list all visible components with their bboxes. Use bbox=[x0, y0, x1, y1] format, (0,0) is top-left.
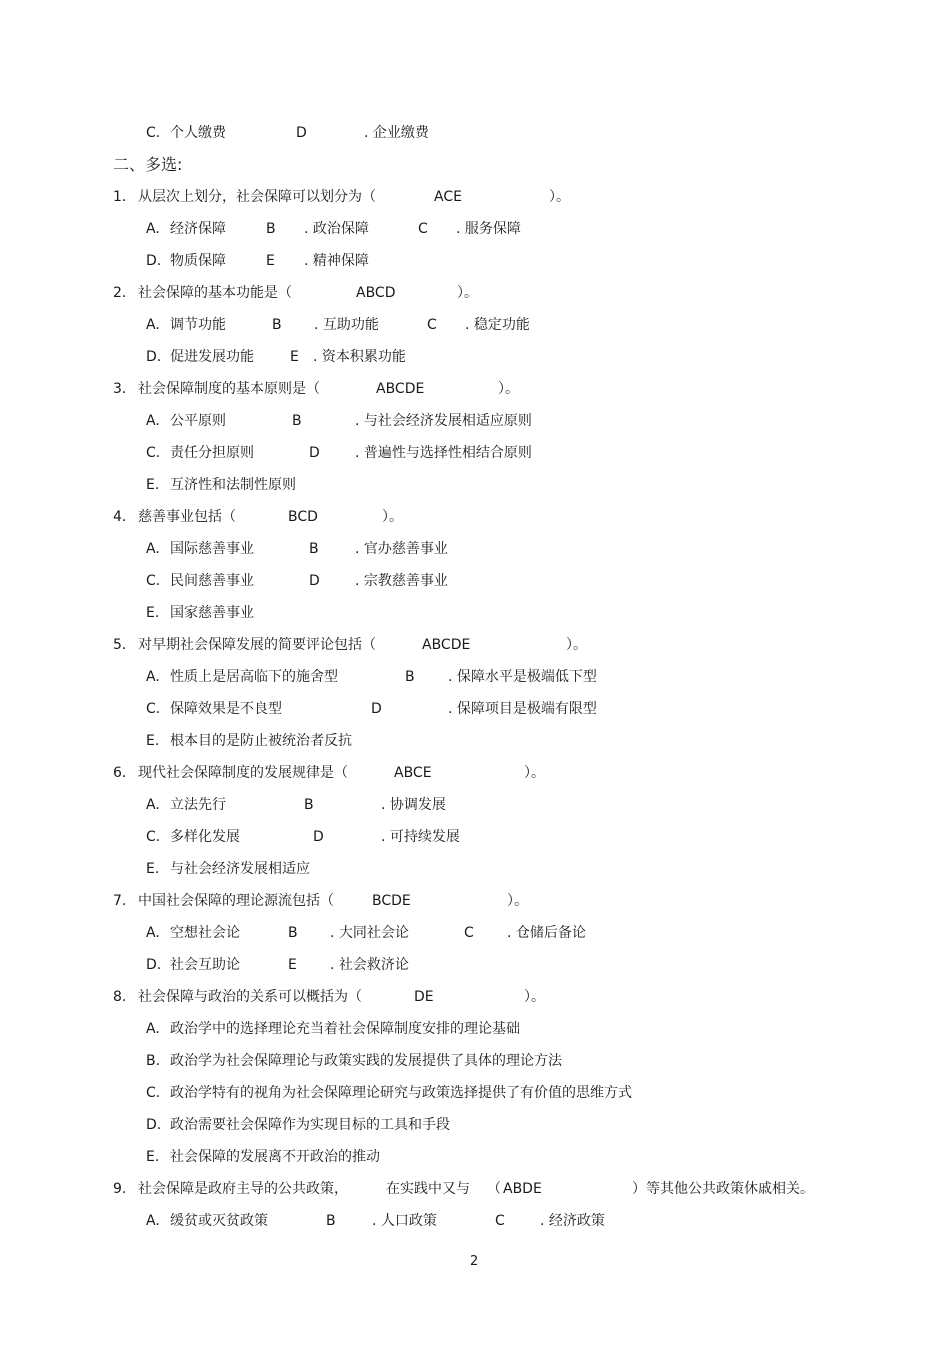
question-close: ）。 bbox=[524, 989, 545, 1005]
option-text: 根本目的是防止被统治者反抗 bbox=[170, 733, 352, 749]
answer: BCDE bbox=[372, 893, 411, 909]
page-number: 2 bbox=[470, 1254, 479, 1269]
option-letter: A. bbox=[146, 413, 160, 429]
option-letter: A. bbox=[146, 221, 160, 237]
option-letter: D bbox=[313, 829, 324, 845]
option-text: 政治学特有的视角为社会保障理论研究与政策选择提供了有价值的思维方式 bbox=[170, 1085, 632, 1101]
question-number: 5． bbox=[113, 637, 136, 653]
option-letter: E. bbox=[146, 861, 160, 877]
option-letter: A. bbox=[146, 669, 160, 685]
question-text: 现代社会保障制度的发展规律是（ bbox=[138, 765, 348, 781]
answer: ABCD bbox=[356, 285, 396, 301]
option-letter: E bbox=[266, 253, 275, 269]
option-text: 民间慈善事业 bbox=[170, 573, 254, 589]
option-letter: D bbox=[309, 573, 320, 589]
question-close: ）等其他公共政策休戚相关。 bbox=[632, 1181, 814, 1197]
option-letter: D bbox=[309, 445, 320, 461]
option-text: 空想社会论 bbox=[170, 925, 240, 941]
option-text: . 互助功能 bbox=[314, 317, 379, 333]
option-letter: B bbox=[272, 317, 282, 333]
option-text: . 经济政策 bbox=[540, 1213, 605, 1229]
question-text: 社会保障制度的基本原则是（ bbox=[138, 381, 320, 397]
option-letter: B bbox=[292, 413, 302, 429]
answer: ABCDE bbox=[376, 381, 425, 397]
option-text: 性质上是居高临下的施舍型 bbox=[170, 669, 338, 685]
option-letter: A. bbox=[146, 925, 160, 941]
question-text: 慈善事业包括（ bbox=[138, 509, 236, 525]
option-letter: D. bbox=[146, 349, 162, 365]
option-letter: C. bbox=[146, 125, 161, 141]
question-number: 1． bbox=[113, 189, 136, 205]
question-text: 在实践中又与 bbox=[386, 1181, 470, 1197]
option-letter: E. bbox=[146, 733, 160, 749]
option-text: . 服务保障 bbox=[456, 221, 521, 237]
option-text: . 保障水平是极端低下型 bbox=[448, 669, 597, 685]
section-title-text: 二、多选: bbox=[113, 155, 183, 174]
option-text: . 大同社会论 bbox=[330, 925, 409, 941]
option-text: 多样化发展 bbox=[170, 829, 240, 845]
question-close: ）。 bbox=[498, 381, 519, 397]
option-text: 缓贫或灭贫政策 bbox=[170, 1213, 268, 1229]
question-close: ）。 bbox=[549, 189, 570, 205]
question-number: 4． bbox=[113, 509, 136, 525]
option-letter: B bbox=[304, 797, 314, 813]
option-letter: C bbox=[427, 317, 437, 333]
option-text: . 人口政策 bbox=[372, 1213, 437, 1229]
option-text: 立法先行 bbox=[170, 797, 226, 813]
option-letter: A. bbox=[146, 797, 160, 813]
option-text: . 资本积累功能 bbox=[313, 349, 406, 365]
option-text: 公平原则 bbox=[170, 413, 226, 429]
question-text: 中国社会保障的理论源流包括（ bbox=[138, 893, 334, 909]
option-text: . 精神保障 bbox=[304, 253, 369, 269]
option-text: 社会保障的发展离不开政治的推动 bbox=[170, 1149, 380, 1165]
option-text: . 宗教慈善事业 bbox=[355, 573, 448, 589]
option-text: 经济保障 bbox=[170, 221, 226, 237]
option-letter: A. bbox=[146, 317, 160, 333]
answer: ABDE bbox=[503, 1181, 542, 1197]
question-number: 8. bbox=[113, 989, 127, 1005]
question-close: ）。 bbox=[524, 765, 545, 781]
option-letter: B bbox=[405, 669, 415, 685]
option-text: 国际慈善事业 bbox=[170, 541, 254, 557]
option-letter: B bbox=[326, 1213, 336, 1229]
option-text: 国家慈善事业 bbox=[170, 605, 254, 621]
question-text: 社会保障与政治的关系可以概括为（ bbox=[138, 989, 362, 1005]
option-letter: D bbox=[371, 701, 382, 717]
question-close: ）。 bbox=[507, 893, 528, 909]
question-close: ）。 bbox=[566, 637, 587, 653]
option-text: 政治需要社会保障作为实现目标的工具和手段 bbox=[170, 1117, 450, 1133]
question-close: ）。 bbox=[457, 285, 478, 301]
option-text: 社会互助论 bbox=[170, 957, 240, 973]
question-number: 7. bbox=[113, 893, 127, 909]
option-text: . 企业缴费 bbox=[364, 125, 429, 141]
question-open: （ bbox=[487, 1181, 501, 1197]
option-letter: A. bbox=[146, 1021, 160, 1037]
option-letter: C. bbox=[146, 701, 161, 717]
option-text: . 政治保障 bbox=[304, 221, 369, 237]
option-text: 与社会经济发展相适应 bbox=[170, 861, 310, 877]
question-text: 社会保障的基本功能是（ bbox=[138, 285, 292, 301]
option-text: . 仓储后备论 bbox=[507, 925, 586, 941]
option-letter: D bbox=[296, 125, 307, 141]
option-text: . 与社会经济发展相适应原则 bbox=[355, 413, 532, 429]
option-text: . 稳定功能 bbox=[465, 317, 530, 333]
option-text: . 官办慈善事业 bbox=[355, 541, 448, 557]
option-text: 调节功能 bbox=[170, 317, 226, 333]
option-letter: E bbox=[288, 957, 297, 973]
option-text: . 社会救济论 bbox=[330, 957, 409, 973]
question-text: 社会保障是政府主导的公共政策， bbox=[138, 1181, 348, 1197]
question-text: 从层次上划分，社会保障可以划分为（ bbox=[138, 189, 376, 205]
option-letter: E. bbox=[146, 477, 160, 493]
option-letter: C bbox=[418, 221, 428, 237]
option-text: 个人缴费 bbox=[170, 125, 226, 141]
option-letter: D. bbox=[146, 1117, 162, 1133]
option-letter: D. bbox=[146, 957, 162, 973]
option-letter: C. bbox=[146, 445, 161, 461]
option-text: 促进发展功能 bbox=[170, 349, 254, 365]
question-close: ）。 bbox=[382, 509, 403, 525]
option-text: 政治学中的选择理论充当着社会保障制度安排的理论基础 bbox=[170, 1021, 520, 1037]
option-letter: C bbox=[495, 1213, 505, 1229]
option-text: . 普遍性与选择性相结合原则 bbox=[355, 445, 532, 461]
option-text: 责任分担原则 bbox=[170, 445, 254, 461]
answer: ABCE bbox=[394, 765, 432, 781]
answer: ACE bbox=[434, 189, 462, 205]
option-letter: C. bbox=[146, 829, 161, 845]
option-text: 政治学为社会保障理论与政策实践的发展提供了具体的理论方法 bbox=[170, 1053, 562, 1069]
question-number: 2． bbox=[113, 285, 136, 301]
question-number: 9. bbox=[113, 1181, 127, 1197]
option-text: . 协调发展 bbox=[381, 797, 446, 813]
option-letter: E bbox=[290, 349, 299, 365]
answer: ABCDE bbox=[422, 637, 471, 653]
question-number: 6． bbox=[113, 765, 136, 781]
option-letter: A. bbox=[146, 541, 160, 557]
option-letter: C. bbox=[146, 573, 161, 589]
option-letter: E. bbox=[146, 605, 160, 621]
option-text: 物质保障 bbox=[170, 253, 226, 269]
option-letter: B. bbox=[146, 1053, 161, 1069]
option-letter: B bbox=[309, 541, 319, 557]
answer: BCD bbox=[288, 509, 318, 525]
option-letter: D. bbox=[146, 253, 162, 269]
option-text: 互济性和法制性原则 bbox=[170, 477, 296, 493]
question-number: 3． bbox=[113, 381, 136, 397]
option-letter: E. bbox=[146, 1149, 160, 1165]
option-letter: C. bbox=[146, 1085, 161, 1101]
option-letter: C bbox=[464, 925, 474, 941]
option-text: . 可持续发展 bbox=[381, 829, 460, 845]
option-text: 保障效果是不良型 bbox=[170, 701, 282, 717]
option-letter: B bbox=[288, 925, 298, 941]
answer: DE bbox=[414, 989, 434, 1005]
question-text: 对早期社会保障发展的简要评论包括（ bbox=[138, 637, 376, 653]
option-letter: B bbox=[266, 221, 276, 237]
option-letter: A. bbox=[146, 1213, 160, 1229]
option-text: . 保障项目是极端有限型 bbox=[448, 701, 597, 717]
